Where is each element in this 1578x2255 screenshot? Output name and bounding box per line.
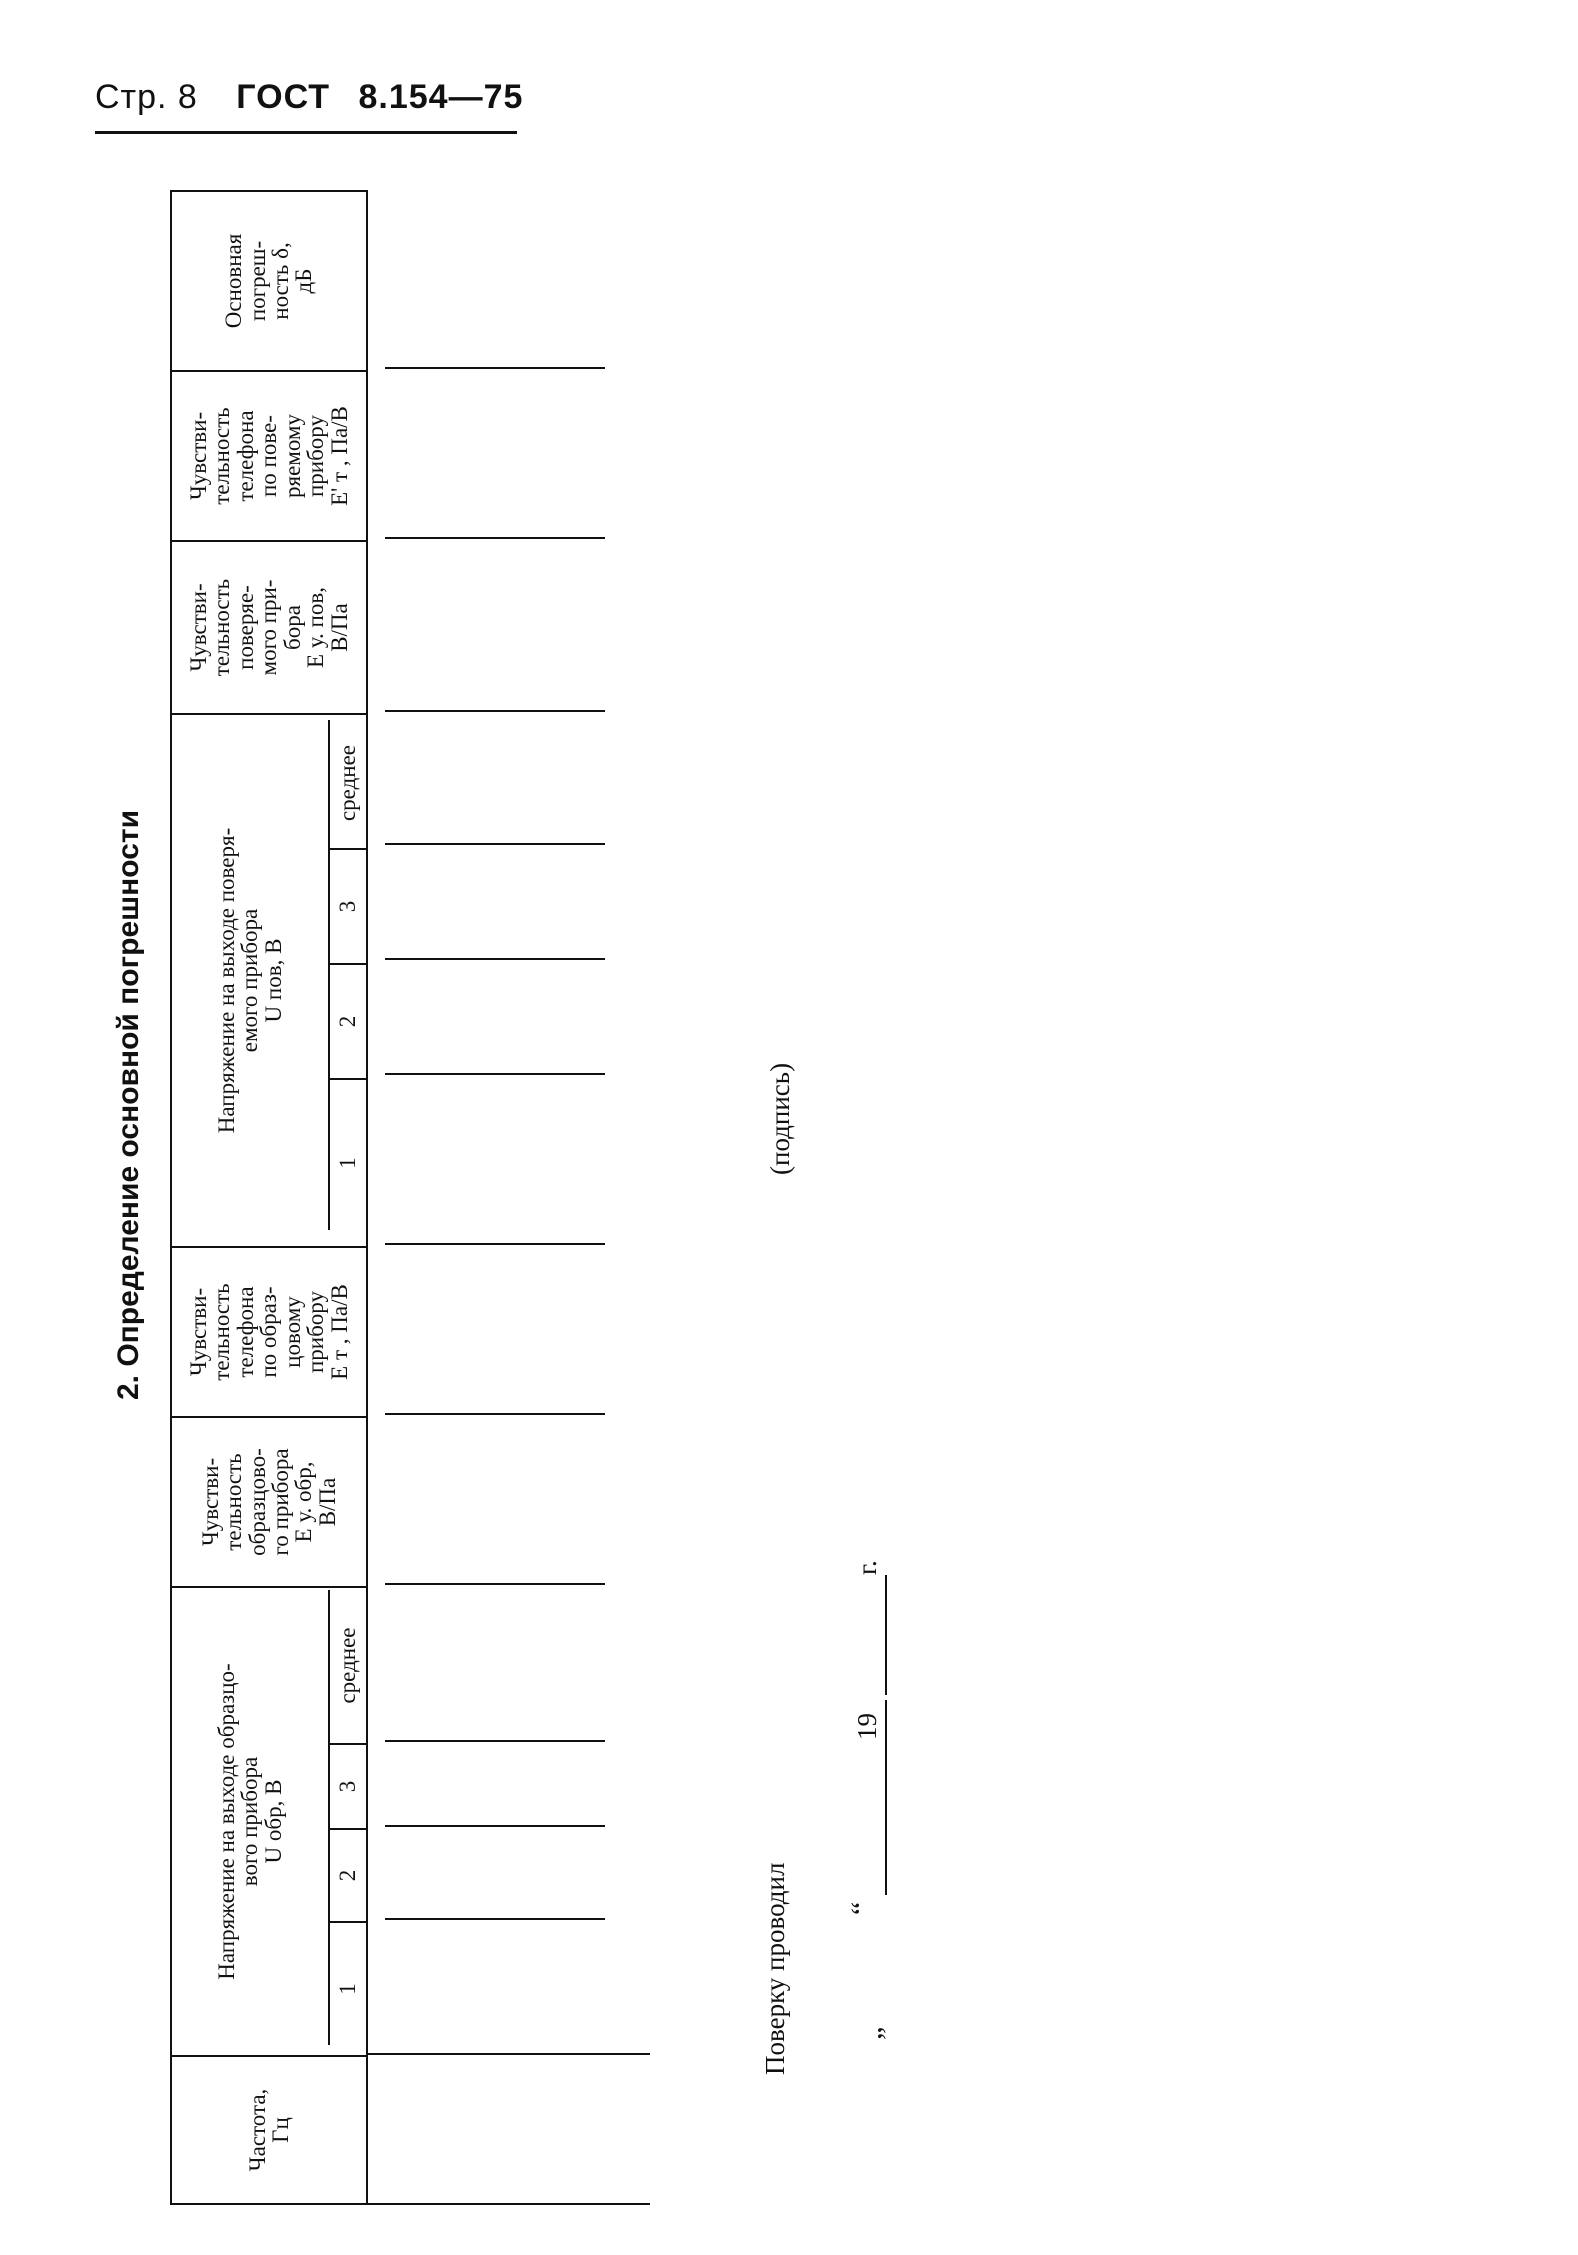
body-col-sep	[385, 843, 605, 845]
signature-caption: (подпись)	[765, 1062, 795, 1175]
body-col-sep	[385, 367, 605, 369]
error-table	[170, 190, 650, 2205]
table-left-border	[170, 2203, 650, 2205]
page-number: Стр. 8	[95, 78, 198, 116]
body-col-sep	[385, 1825, 605, 1827]
standard-number: 8.154—75	[358, 78, 524, 116]
body-col-sep	[385, 537, 605, 539]
date-close-quote: “	[845, 1901, 878, 1915]
subheader-1-ref: 1	[335, 1983, 361, 1995]
header-voltage-tested: Напряжение на выходе поверя- емого прибора U пов, В	[213, 827, 286, 1134]
header-sensitivity-tested: Чувстви- тельность поверяе- мого при- бора E у. пов, В/Па	[185, 578, 352, 677]
standard-label: ГОСТ	[236, 78, 331, 116]
body-col-sep	[385, 1583, 605, 1585]
subheader-avg-test: среднее	[335, 744, 361, 822]
year-suffix: г.	[852, 1560, 882, 1575]
subheader-3-test: 3	[335, 900, 361, 913]
subheader-avg-ref: среднее	[335, 1627, 361, 1704]
body-col-sep	[385, 958, 605, 960]
year-line[interactable]	[885, 1575, 887, 1695]
day-month-line[interactable]	[885, 1700, 887, 1895]
header-phone-sensitivity-tested: Чувстви- тельность телефона по пове- ряемому прибору E' т , Па/В	[185, 406, 352, 506]
subheader-2-ref: 2	[335, 1869, 361, 1882]
header-sensitivity-reference: Чувстви- тельность образцово- го прибора E у. обр, В/Па	[197, 1448, 340, 1556]
rotated-form	[100, 190, 1480, 2205]
conducted-by-label: Поверку проводил	[760, 1862, 790, 2075]
section-title: 2. Определение основной погрешности	[112, 809, 145, 1401]
body-col-sep	[385, 1740, 605, 1742]
body-col-sep	[385, 710, 605, 712]
page-header	[95, 78, 523, 117]
body-col-sep	[385, 1918, 605, 1920]
body-col-sep	[385, 1413, 605, 1415]
header-frequency: Частота, Гц	[244, 2088, 293, 2172]
date-open-quote: „	[855, 2026, 888, 2040]
table-header-bottom-border	[366, 190, 368, 2205]
subheader-3-ref: 3	[335, 1780, 361, 1793]
subheader-2-test: 2	[335, 1015, 361, 1028]
year-prefix: 19	[852, 1713, 882, 1740]
body-col-sep	[385, 1243, 605, 1245]
body-col-sep	[385, 1073, 605, 1075]
header-phone-sensitivity-reference: Чувстви- тельность телефона по образ- цовому прибору E т , Па/В	[185, 1283, 352, 1381]
header-basic-error: Основная погреш- ность δ, дБ	[221, 233, 317, 329]
subheader-1-test: 1	[335, 1157, 361, 1169]
header-voltage-reference: Напряжение на выходе образцо- вого прибора U обр, В	[213, 1663, 286, 1980]
body-col-sep	[366, 2053, 650, 2055]
header-rule	[95, 131, 517, 134]
